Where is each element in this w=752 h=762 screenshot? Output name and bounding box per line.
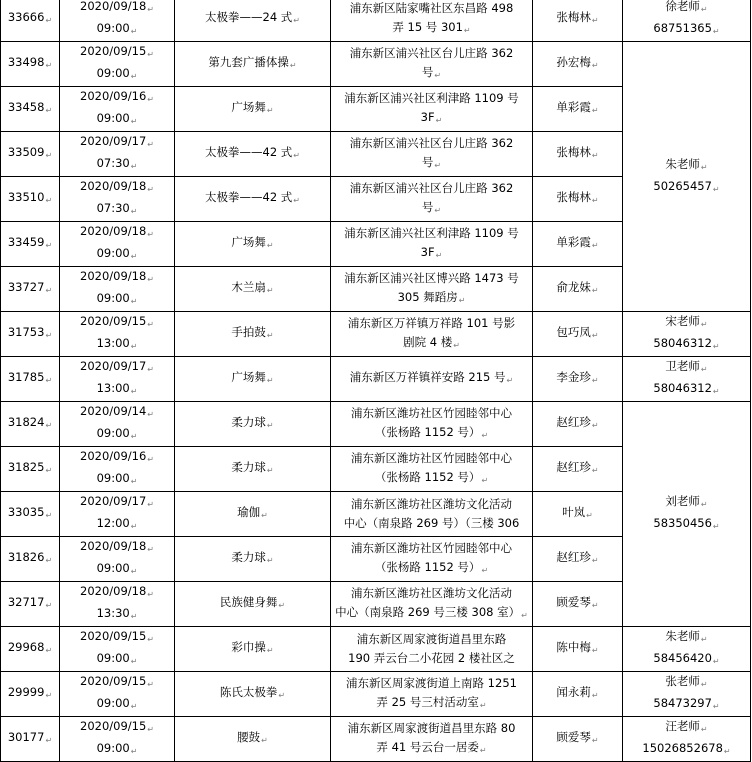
coach-cell: 李金珍↵ [533, 357, 623, 402]
address-cell: 浦东新区周家渡街道上南路 1251 弄 25 号三村活动室↵ [331, 672, 533, 717]
datetime-cell: 2020/09/15↵ 09:00↵ [60, 717, 175, 762]
datetime-cell: 2020/09/17↵ 07:30↵ [60, 132, 175, 177]
datetime-cell: 2020/09/16↵ 09:00↵ [60, 87, 175, 132]
coach-cell: 顾爱琴↵ [533, 717, 623, 762]
datetime-cell: 2020/09/16↵ 09:00↵ [60, 447, 175, 492]
id-cell: 32717↵ [1, 582, 60, 627]
datetime-cell: 2020/09/15↵ 13:00↵ [60, 312, 175, 357]
id-cell: 30177↵ [1, 717, 60, 762]
coach-cell: 包巧凤↵ [533, 312, 623, 357]
activity-cell: 彩巾操↵ [175, 627, 331, 672]
datetime-cell: 2020/09/15↵ 09:00↵ [60, 672, 175, 717]
coach-cell: 张梅林↵ [533, 132, 623, 177]
id-cell: 33509↵ [1, 132, 60, 177]
contact-cell: 朱老师↵ 50265457↵ [623, 42, 751, 312]
activity-cell: 腰鼓↵ [175, 717, 331, 762]
coach-cell: 顾爱琴↵ [533, 582, 623, 627]
contact-cell: 朱老师↵ 58456420↵ [623, 627, 751, 672]
datetime-cell: 2020/09/18↵ 13:30↵ [60, 582, 175, 627]
datetime-cell: 2020/09/14↵ 09:00↵ [60, 402, 175, 447]
id-cell: 31753↵ [1, 312, 60, 357]
activity-cell: 广场舞↵ [175, 222, 331, 267]
datetime-cell: 2020/09/18↵ 09:00↵ [60, 267, 175, 312]
activity-cell: 陈氏太极拳↵ [175, 672, 331, 717]
schedule-body [1, 0, 751, 762]
coach-cell: 闻永莉↵ [533, 672, 623, 717]
activity-cell: 木兰扇↵ [175, 267, 331, 312]
coach-cell: 陈中梅↵ [533, 627, 623, 672]
address-cell: 浦东新区周家渡街道昌里东路 80 弄 41 号云台一居委↵ [331, 717, 533, 762]
id-cell: 31826↵ [1, 537, 60, 582]
table-row [1, 672, 751, 717]
table-row [1, 402, 751, 447]
id-cell: 33459↵ [1, 222, 60, 267]
id-cell: 33727↵ [1, 267, 60, 312]
id-cell: 29999↵ [1, 672, 60, 717]
datetime-cell: 2020/09/18↵ 07:30↵ [60, 177, 175, 222]
datetime-cell: 2020/09/18↵ 09:00↵ [60, 0, 175, 42]
table-row [1, 717, 751, 762]
contact-cell: 卫老师↵ 58046312↵ [623, 357, 751, 402]
activity-cell: 太极拳——42 式↵ [175, 132, 331, 177]
contact-cell: 宋老师↵ 58046312↵ [623, 312, 751, 357]
address-cell: 浦东新区浦兴社区台儿庄路 362 号↵ [331, 42, 533, 87]
activity-cell: 广场舞↵ [175, 87, 331, 132]
coach-cell: 叶岚↵ [533, 492, 623, 537]
table-row [1, 627, 751, 672]
activity-cell: 民族健身舞↵ [175, 582, 331, 627]
activity-cell: 柔力球↵ [175, 402, 331, 447]
coach-cell: 单彩霞↵ [533, 222, 623, 267]
coach-cell: 张梅林↵ [533, 177, 623, 222]
address-cell: 浦东新区潍坊社区竹园睦邻中心 （张杨路 1152 号）↵ [331, 447, 533, 492]
table-row [1, 42, 751, 87]
id-cell: 33035↵ [1, 492, 60, 537]
coach-cell: 张梅林↵ [533, 0, 623, 42]
id-cell: 33510↵ [1, 177, 60, 222]
activity-cell: 太极拳——24 式↵ [175, 0, 331, 42]
id-cell: 31825↵ [1, 447, 60, 492]
address-cell: 浦东新区浦兴社区台儿庄路 362 号↵ [331, 177, 533, 222]
address-cell: 浦东新区浦兴社区利津路 1109 号 3F↵ [331, 87, 533, 132]
datetime-cell: 2020/09/18↵ 09:00↵ [60, 537, 175, 582]
id-cell: 33498↵ [1, 42, 60, 87]
address-cell: 浦东新区浦兴社区利津路 1109 号 3F↵ [331, 222, 533, 267]
table-row [1, 0, 751, 42]
address-cell: 浦东新区潍坊社区潍坊文化活动 中心（南泉路 269 号三楼 308 室）↵ [331, 582, 533, 627]
address-cell: 浦东新区周家渡街道昌里东路 190 弄云台二小花园 2 楼社区之 [331, 627, 533, 672]
datetime-cell: 2020/09/15↵ 09:00↵ [60, 42, 175, 87]
datetime-cell: 2020/09/15↵ 09:00↵ [60, 627, 175, 672]
id-cell: 33458↵ [1, 87, 60, 132]
address-cell: 浦东新区潍坊社区竹园睦邻中心 （张杨路 1152 号）↵ [331, 402, 533, 447]
activity-cell: 手拍鼓↵ [175, 312, 331, 357]
address-cell: 浦东新区浦兴社区博兴路 1473 号 305 舞蹈房↵ [331, 267, 533, 312]
coach-cell: 俞龙妹↵ [533, 267, 623, 312]
contact-cell: 张老师↵ 58473297↵ [623, 672, 751, 717]
contact-cell: 刘老师↵ 58350456↵ [623, 402, 751, 627]
address-cell: 浦东新区潍坊社区竹园睦邻中心 （张杨路 1152 号）↵ [331, 537, 533, 582]
coach-cell: 赵红珍↵ [533, 402, 623, 447]
table-row [1, 357, 751, 402]
table-row [1, 312, 751, 357]
datetime-cell: 2020/09/18↵ 09:00↵ [60, 222, 175, 267]
contact-cell: 徐老师↵ 68751365↵ [623, 0, 751, 42]
address-cell: 浦东新区潍坊社区潍坊文化活动 中心（南泉路 269 号）（三楼 306 [331, 492, 533, 537]
coach-cell: 赵红珍↵ [533, 447, 623, 492]
address-cell: 浦东新区浦兴社区台儿庄路 362 号↵ [331, 132, 533, 177]
coach-cell: 单彩霞↵ [533, 87, 623, 132]
activity-cell: 太极拳——42 式↵ [175, 177, 331, 222]
activity-cell: 第九套广播体操↵ [175, 42, 331, 87]
address-cell: 浦东新区万祥镇万祥路 101 号影 剧院 4 楼↵ [331, 312, 533, 357]
coach-cell: 赵红珍↵ [533, 537, 623, 582]
activity-cell: 广场舞↵ [175, 357, 331, 402]
id-cell: 31824↵ [1, 402, 60, 447]
datetime-cell: 2020/09/17↵ 13:00↵ [60, 357, 175, 402]
id-cell: 31785↵ [1, 357, 60, 402]
id-cell: 29968↵ [1, 627, 60, 672]
address-cell: 浦东新区陆家嘴社区东昌路 498 弄 15 号 301↵ [331, 0, 533, 42]
activity-cell: 瑜伽↵ [175, 492, 331, 537]
activity-cell: 柔力球↵ [175, 537, 331, 582]
coach-cell: 孙宏梅↵ [533, 42, 623, 87]
datetime-cell: 2020/09/17↵ 12:00↵ [60, 492, 175, 537]
activity-cell: 柔力球↵ [175, 447, 331, 492]
address-cell: 浦东新区万祥镇祥安路 215 号↵ [331, 357, 533, 402]
contact-cell: 汪老师↵ 15026852678↵ [623, 717, 751, 762]
id-cell: 33666↵ [1, 0, 60, 42]
